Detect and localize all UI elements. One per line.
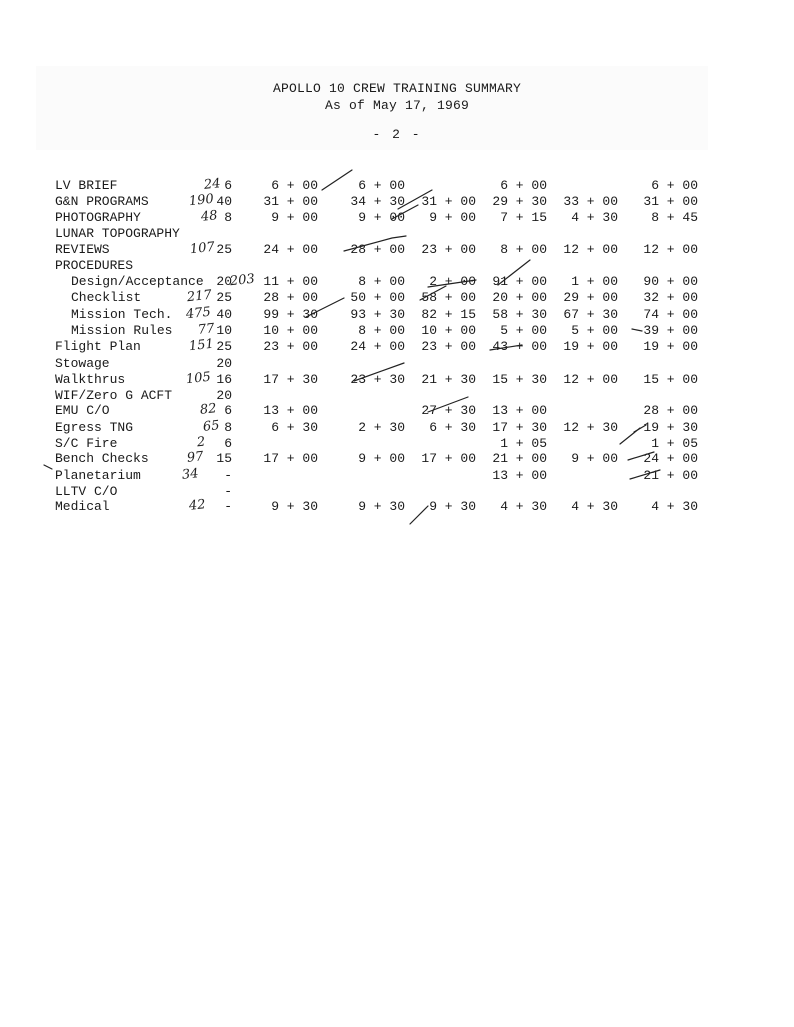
row-label: Stowage [55,356,110,371]
required-hours: 15 [216,451,232,466]
required-hours: 20 [216,274,232,289]
required-hours: 40 [216,194,232,209]
hours-cell: 32 + 00 [643,290,698,305]
handwritten-total: 190 [188,191,215,210]
hours-cell: 43 + 00 [492,339,547,354]
row-label: Design/Acceptance [71,274,204,289]
hours-cell: 7 + 15 [500,210,547,225]
hours-cell: 8 + 00 [500,242,547,257]
row-label: Mission Rules [71,323,173,338]
hours-cell: 24 + 00 [263,242,318,257]
handwritten-total: 42 [188,497,207,514]
handwritten-total: 203 [229,271,256,290]
required-hours: 6 [224,403,232,418]
hours-cell: 19 + 30 [643,420,698,435]
row-label: Bench Checks [55,451,149,466]
hours-cell: 19 + 00 [563,339,618,354]
hours-cell: 9 + 30 [358,499,405,514]
hours-cell: 10 + 00 [421,323,476,338]
row-label: Planetarium [55,468,141,483]
handwritten-total: 97 [186,449,205,466]
hours-cell: 9 + 30 [429,499,476,514]
hours-cell: 67 + 30 [563,307,618,322]
hours-cell: 91 + 00 [492,274,547,289]
required-hours: - [224,484,232,499]
row-label: Medical [55,499,110,514]
hours-cell: 12 + 00 [643,242,698,257]
hours-cell: 90 + 00 [643,274,698,289]
document-title: APOLLO 10 CREW TRAINING SUMMARY [272,81,522,96]
hours-cell: 12 + 30 [563,420,618,435]
hours-cell: 23 + 30 [350,372,405,387]
hours-cell: 99 + 30 [263,307,318,322]
hours-cell: 9 + 30 [271,499,318,514]
hours-cell: 23 + 00 [421,242,476,257]
hours-cell: 6 + 00 [500,178,547,193]
row-label: LLTV C/O [55,484,118,499]
hours-cell: 6 + 30 [429,420,476,435]
hours-cell: 17 + 30 [492,420,547,435]
required-hours: 25 [216,290,232,305]
handwritten-total: 2 [196,434,207,451]
hours-cell: 58 + 00 [421,290,476,305]
hours-cell: 10 + 00 [263,323,318,338]
hours-cell: 6 + 30 [271,420,318,435]
handwritten-total: 48 [200,208,219,225]
hours-cell: 33 + 00 [563,194,618,209]
required-hours: 25 [216,242,232,257]
hours-cell: 21 + 00 [643,468,698,483]
row-label: Walkthrus [55,372,126,387]
hours-cell: 23 + 00 [263,339,318,354]
row-label: LV BRIEF [55,178,118,193]
document-subtitle: As of May 17, 1969 [324,98,470,113]
hours-cell: 21 + 30 [421,372,476,387]
hours-cell: 1 + 05 [651,436,698,451]
hours-cell: 31 + 00 [421,194,476,209]
row-label: LUNAR TOPOGRAPHY [55,226,180,241]
required-hours: 6 [224,178,232,193]
hours-cell: 28 + 00 [643,403,698,418]
hours-cell: 24 + 00 [643,451,698,466]
hours-cell: 28 + 00 [263,290,318,305]
handwritten-total: 475 [185,304,212,323]
hours-cell: 4 + 30 [571,499,618,514]
row-label: G&N PROGRAMS [55,194,149,209]
hours-cell: 27 + 30 [421,403,476,418]
hours-cell: 6 + 00 [271,178,318,193]
hours-cell: 1 + 00 [571,274,618,289]
row-label: EMU C/O [55,403,110,418]
hours-cell: 2 + 00 [429,274,476,289]
hours-cell: 31 + 00 [643,194,698,209]
hours-cell: 4 + 30 [651,499,698,514]
hours-cell: 13 + 00 [492,468,547,483]
hours-cell: 5 + 00 [500,323,547,338]
handwritten-total: 107 [189,239,216,258]
required-hours: 10 [216,323,232,338]
row-label: Checklist [71,290,142,305]
hours-cell: 17 + 30 [263,372,318,387]
hours-cell: 17 + 00 [421,451,476,466]
hours-cell: 9 + 00 [358,451,405,466]
required-hours: 6 [224,436,232,451]
hours-cell: 29 + 30 [492,194,547,209]
hours-cell: 12 + 00 [563,242,618,257]
hours-cell: 82 + 15 [421,307,476,322]
required-hours: 20 [216,356,232,371]
handwritten-total: 34 [181,466,200,483]
required-hours: - [224,499,232,514]
hours-cell: 8 + 45 [651,210,698,225]
document-header [0,80,794,114]
hours-cell: 58 + 30 [492,307,547,322]
hours-cell: 13 + 00 [492,403,547,418]
hours-cell: 9 + 00 [429,210,476,225]
row-label: REVIEWS [55,242,110,257]
handwritten-total: 82 [199,401,218,418]
hours-cell: 9 + 00 [358,210,405,225]
hours-cell: 29 + 00 [563,290,618,305]
hours-cell: 8 + 00 [358,274,405,289]
hours-cell: 6 + 00 [651,178,698,193]
hours-cell: 4 + 30 [500,499,547,514]
required-hours: - [224,468,232,483]
hours-cell: 5 + 00 [571,323,618,338]
hours-cell: 19 + 00 [643,339,698,354]
handwritten-total: 217 [186,287,213,306]
required-hours: 8 [224,420,232,435]
required-hours: 40 [216,307,232,322]
hours-cell: 20 + 00 [492,290,547,305]
required-hours: 25 [216,339,232,354]
hours-cell: 12 + 00 [563,372,618,387]
hours-cell: 2 + 30 [358,420,405,435]
hours-cell: 24 + 00 [350,339,405,354]
handwritten-total: 65 [202,418,221,435]
hours-cell: 23 + 00 [421,339,476,354]
hours-cell: 9 + 00 [271,210,318,225]
row-label: WIF/Zero G ACFT [55,388,173,403]
row-label: PROCEDURES [55,258,134,273]
hours-cell: 93 + 30 [350,307,405,322]
hours-cell: 31 + 00 [263,194,318,209]
row-label: Egress TNG [55,420,134,435]
row-label: S/C Fire [55,436,118,451]
hours-cell: 8 + 00 [358,323,405,338]
hours-cell: 9 + 00 [571,451,618,466]
page-number: - 2 - [372,127,422,142]
handwritten-total: 77 [197,321,216,338]
hours-cell: 74 + 00 [643,307,698,322]
hours-cell: 13 + 00 [263,403,318,418]
hours-cell: 50 + 00 [350,290,405,305]
hours-cell: 28 + 00 [350,242,405,257]
handwritten-total: 105 [185,369,212,388]
handwritten-total: 24 [203,176,222,193]
hours-cell: 4 + 30 [571,210,618,225]
handwritten-total: 151 [188,336,215,355]
required-hours: 16 [216,372,232,387]
required-hours: 20 [216,388,232,403]
hours-cell: 39 + 00 [643,323,698,338]
hours-cell: 17 + 00 [263,451,318,466]
hours-cell: 1 + 05 [500,436,547,451]
required-hours: 8 [224,210,232,225]
hours-cell: 6 + 00 [358,178,405,193]
hours-cell: 11 + 00 [263,274,318,289]
row-label: Mission Tech. [71,307,173,322]
hours-cell: 34 + 30 [350,194,405,209]
hours-cell: 15 + 00 [643,372,698,387]
row-label: PHOTOGRAPHY [55,210,141,225]
hours-cell: 21 + 00 [492,451,547,466]
row-label: Flight Plan [55,339,141,354]
hours-cell: 15 + 30 [492,372,547,387]
